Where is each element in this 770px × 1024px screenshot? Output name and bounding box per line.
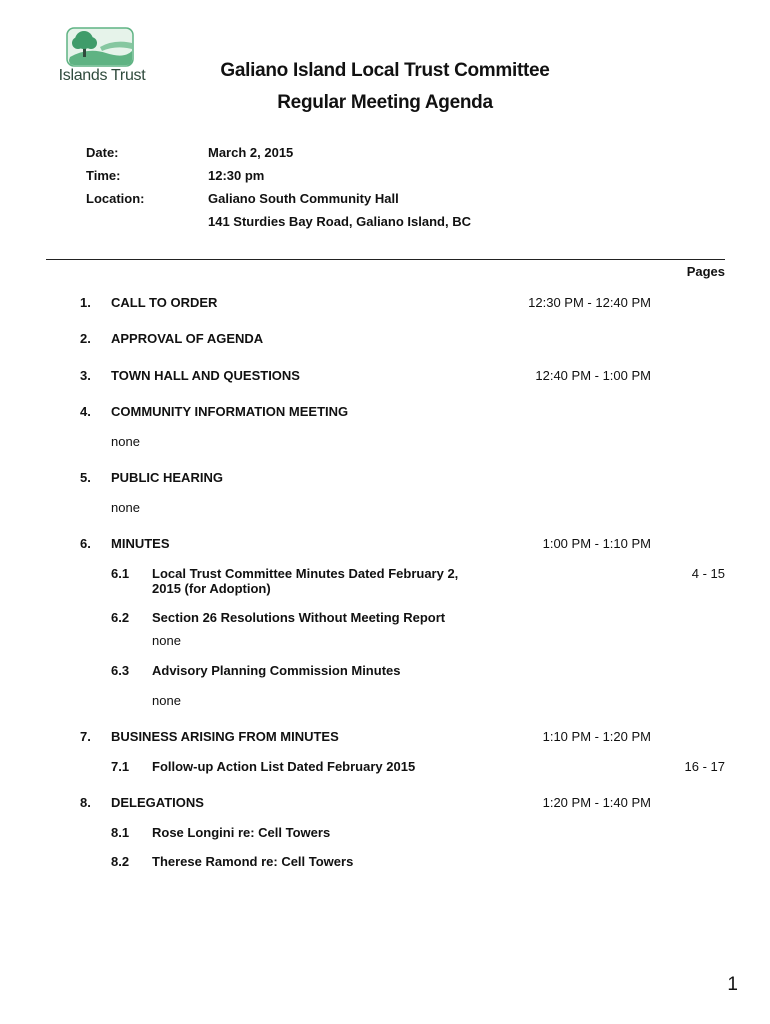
subitem-number: 6.3	[111, 663, 130, 678]
subitem-number: 6.1	[111, 566, 130, 581]
document-subtitle: Regular Meeting Agenda	[277, 92, 493, 113]
date-value: March 2, 2015	[208, 145, 294, 160]
logo-wordmark: Islands Trust	[58, 67, 146, 84]
subitem-note: none	[152, 633, 181, 648]
item-number: 2.	[80, 331, 91, 346]
item-number: 6.	[80, 536, 91, 551]
subitem-number: 6.2	[111, 610, 130, 625]
item-title: CALL TO ORDER	[111, 295, 218, 310]
date-label: Date:	[86, 145, 119, 160]
item-number: 1.	[80, 295, 91, 310]
item-title: TOWN HALL AND QUESTIONS	[111, 368, 300, 383]
subitem-number: 8.1	[111, 825, 130, 840]
item-title: APPROVAL OF AGENDA	[111, 331, 264, 346]
item-title: DELEGATIONS	[111, 795, 204, 810]
pages-column-heading: Pages	[686, 264, 725, 279]
location-address: 141 Sturdies Bay Road, Galiano Island, BC	[208, 214, 471, 229]
item-title: COMMUNITY INFORMATION MEETING	[111, 404, 349, 419]
subitem-pages: 4 - 15	[691, 566, 725, 581]
time-label: Time:	[86, 168, 121, 183]
subitem-pages: 16 - 17	[684, 759, 725, 774]
header-divider	[46, 259, 725, 260]
time-value: 12:30 pm	[208, 168, 265, 183]
item-note: none	[111, 434, 140, 449]
item-number: 5.	[80, 470, 91, 485]
subitem-title: Rose Longini re: Cell Towers	[152, 825, 331, 840]
subitem-number: 8.2	[111, 854, 130, 869]
subitem-number: 7.1	[111, 759, 130, 774]
document-title: Galiano Island Local Trust Committee	[220, 60, 550, 81]
item-time: 12:30 PM - 12:40 PM	[528, 295, 651, 310]
item-note: none	[111, 500, 140, 515]
subitem-note: none	[152, 693, 181, 708]
location-label: Location:	[86, 191, 145, 206]
subitem-title: Section 26 Resolutions Without Meeting Report	[152, 610, 446, 625]
item-number: 8.	[80, 795, 91, 810]
item-title: MINUTES	[111, 536, 170, 551]
item-time: 1:20 PM - 1:40 PM	[542, 795, 651, 810]
subitem-title: Follow-up Action List Dated February 2015	[152, 759, 416, 774]
item-number: 7.	[80, 729, 91, 744]
item-title: BUSINESS ARISING FROM MINUTES	[111, 729, 339, 744]
subitem-title: Local Trust Committee Minutes Dated February 2, 2015 (for Adoption)	[152, 566, 459, 596]
item-number: 4.	[80, 404, 91, 419]
subitem-title: Therese Ramond re: Cell Towers	[152, 854, 354, 869]
subitem-title: Advisory Planning Commission Minutes	[152, 663, 401, 678]
item-time: 1:00 PM - 1:10 PM	[542, 536, 651, 551]
page-number: 1	[727, 974, 738, 995]
location-value: Galiano South Community Hall	[208, 191, 399, 206]
item-title: PUBLIC HEARING	[111, 470, 223, 485]
item-number: 3.	[80, 368, 91, 383]
item-time: 12:40 PM - 1:00 PM	[535, 368, 651, 383]
item-time: 1:10 PM - 1:20 PM	[542, 729, 651, 744]
